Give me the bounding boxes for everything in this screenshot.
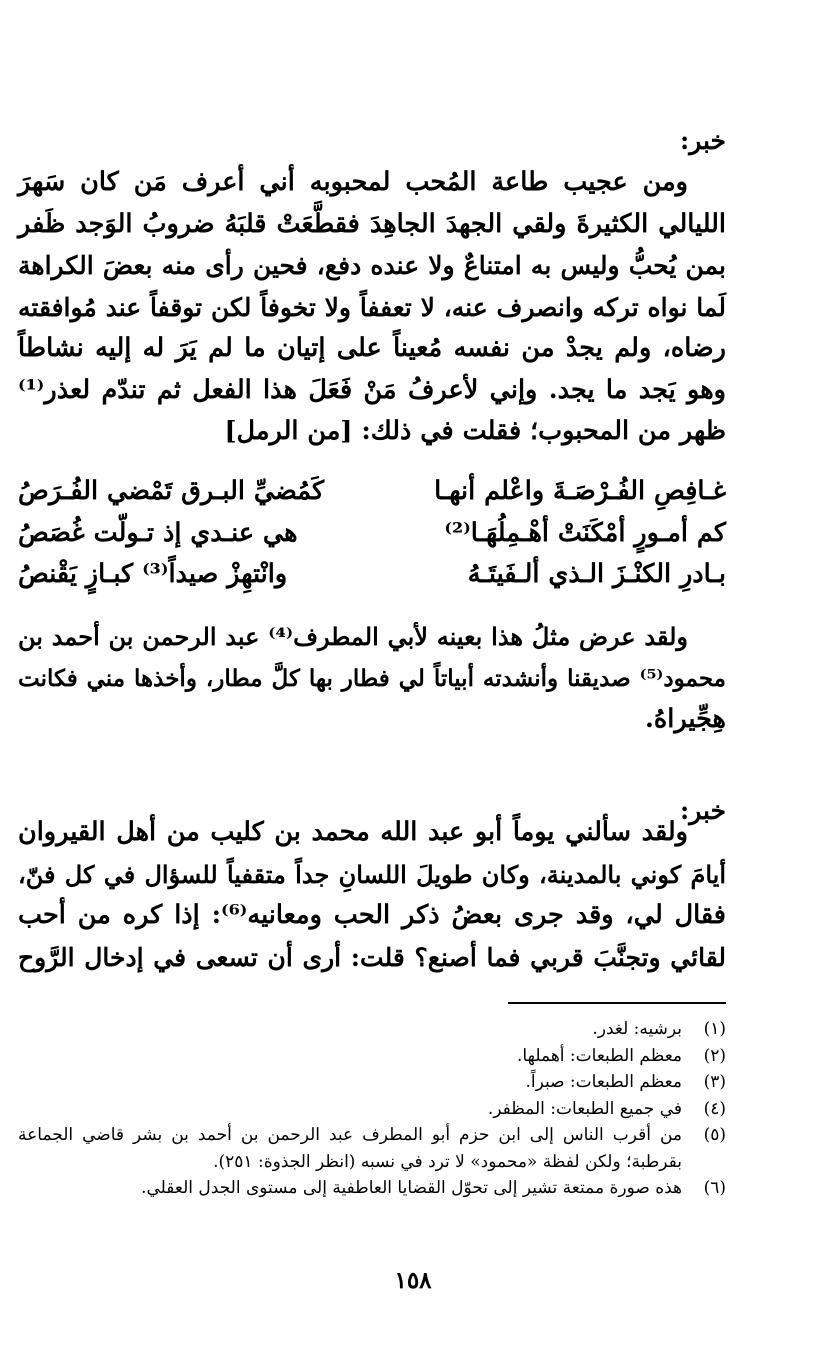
- footnote-text: معظم الطبعات: صبراً.: [525, 1072, 682, 1092]
- paragraph-2: [18, 616, 726, 741]
- paragraph-1: [18, 162, 726, 453]
- text-line: فقال لي، وقد جرى بعضُ ذكر الحب ومعانيه⁽⁶⁾: إذا كره من أحب: [18, 900, 726, 930]
- text-line: الليالي الكثيرةَ ولقي الجهدَ الجاهِدَ فقطَّعَتْ قلبَهُ ضروبُ الوَجد ظَفر: [18, 208, 726, 239]
- footnote: [18, 1175, 726, 1202]
- footnote-number: (١): [703, 1019, 726, 1039]
- text-line: بمن يُحبُّ وليس به امتناعٌ ولا عنده دفع، فحين رأى منه بعضَ الكراهة: [18, 251, 726, 280]
- text-line: لَما نواه تركه وانصرف عنه، لا تعففاً ولا تخوفاً لكن توقفاً عند مُوافقته: [18, 292, 726, 322]
- footnote-text: برشيه: لغدر.: [592, 1019, 682, 1039]
- footnote-text: من أقرب الناس إلى ابن حزم أبو المطرف عبد الرحمن بن أحمد بن بشر قاضي الجماعة بقرطبة؛ ولكن لفظة «محمود» لا ترد في نسبه (انظر الجذوة: ٢٥١).: [18, 1125, 682, 1172]
- paragraph-3: [18, 812, 726, 978]
- footnote: [18, 1122, 726, 1175]
- verse-line: [18, 471, 726, 513]
- verse-first-hemistich: كم أمـورٍ أمْكَنَتْ أهْـمِلُهَـا⁽²⁾: [444, 517, 726, 548]
- footnote-number: (٤): [703, 1098, 726, 1119]
- verse-line: [18, 554, 726, 596]
- footnote: [18, 1096, 726, 1123]
- footnote-text: معظم الطبعات: أهملها.: [516, 1045, 682, 1066]
- verse-first-hemistich: بـادرِ الكنْـزَ الـذي ألـفَيتَـهُ: [467, 559, 726, 589]
- verse-first-hemistich: غـافِصِ الفُـرْصَـةَ واعْلم أنهـا: [434, 476, 726, 506]
- footnotes: [18, 1016, 726, 1202]
- footnote-number: (٢): [703, 1045, 726, 1066]
- text-line: رضاه، ولم يجدْ من نفسه مُعيناً على إتيان ما لم يَرَ له إليه نشاطاً: [18, 333, 726, 363]
- text-line: وهو يَجد ما يجد. وإني لأعرفُ مَنْ فَعَلَ هذا الفعل ثم تندّم لعذر⁽¹⁾: [18, 374, 726, 405]
- footnote-number: (٦): [703, 1178, 726, 1198]
- footnote-number: (٣): [703, 1072, 726, 1092]
- page-number: ١٥٨: [394, 1267, 432, 1294]
- text-line: هِجِّيراهُ.: [645, 704, 726, 734]
- footnote-text: في جميع الطبعات: المظفر.: [487, 1098, 682, 1119]
- text-line: أيامَ كوني بالمدينة، وكان طويلَ اللسانِ جداً متقفياً للسؤال في كل فنّ،: [18, 859, 726, 889]
- section-heading-2: خبر:: [679, 796, 726, 825]
- text-line: ولقد سألني يوماً أبو عبد الله محمد بن كليب من أهل القيروان: [18, 817, 688, 847]
- verse-line: [18, 513, 726, 555]
- text-line: ولقد عرض مثلُ هذا بعينه لأبي المطرف⁽⁴⁾ عبد الرحمن بن أحمد بن: [18, 622, 689, 651]
- verse-second-hemistich: وانْتهِزْ صيداً⁽³⁾ كبـازٍ يَقْنصُ: [18, 559, 288, 589]
- footnote-number: (٥): [703, 1125, 726, 1145]
- footnote: [18, 1069, 726, 1096]
- footnote-text: هذه صورة ممتعة تشير إلى تحوّل القضايا العاطفية إلى مستوى الجدل العقلي.: [141, 1178, 682, 1198]
- footnote: [18, 1016, 726, 1043]
- verse-second-hemistich: كَمُضيِّ البـرق تَمْضي الفُـرَصُ: [18, 476, 325, 506]
- text-line: محمود⁽⁵⁾ صديقنا وأنشدته أبياتاً لي فطار بها كلَّ مطار، وأخذها مني فكانت: [18, 664, 726, 692]
- text-line: لقائي وتجنَّبَ قربي فما أصنع؟ قلت: أرى أن تسعى في إدخال الرَّوح: [18, 942, 726, 972]
- section-heading-1: خبر:: [679, 126, 726, 155]
- text-line: ومن عجيب طاعة المُحب لمحبوبه أني أعرف مَن كان سَهرَ: [18, 167, 688, 197]
- footnote-divider: [508, 1002, 726, 1004]
- poem: [18, 471, 726, 596]
- verse-second-hemistich: هي عنـدي إذ تـولّت غُصَصُ: [18, 517, 298, 548]
- footnote: [18, 1043, 726, 1070]
- text-line: ظهر من المحبوب؛ فقلت في ذلك: [من الرمل]: [224, 416, 726, 446]
